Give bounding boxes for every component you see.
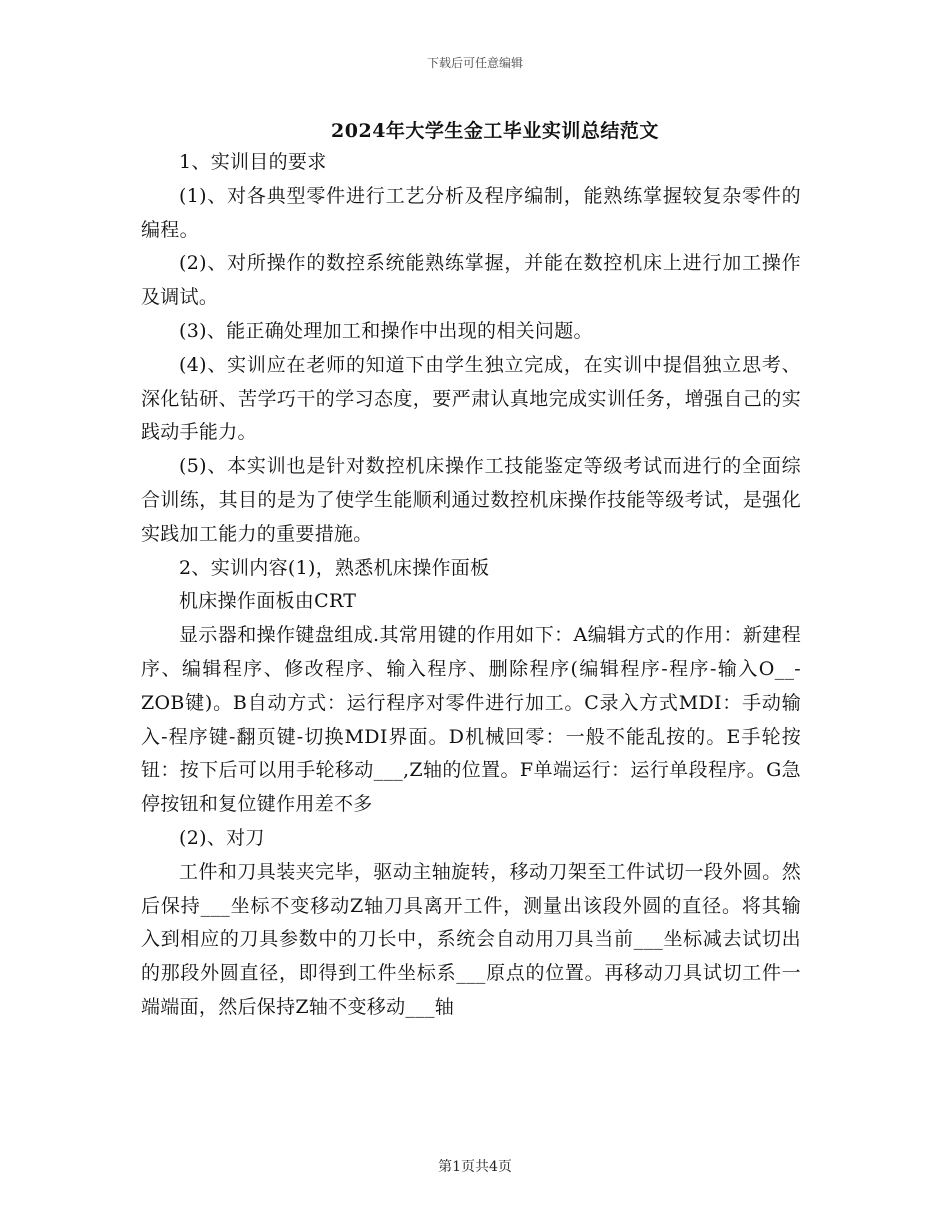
page-footer-indicator: 第1页共4页 xyxy=(438,1159,512,1175)
paragraph: 工件和刀具装夹完毕，驱动主轴旋转，移动刀架至工件试切一段外圆。然后保持___坐标不变移动Z轴刀具离开工件，测量出该段外圆的直径。将其输入到相应的刀具参数中的刀长中，系统会自动用刀具当前___坐标减去试切出的那段外圆直径，即得到工件坐标系___原点的位置。再移动刀具试切工件一端端面，然后保持Z轴不变移动___轴 xyxy=(141,860,801,1018)
paragraph: (1)、对各典型零件进行工艺分析及程序编制，能熟练掌握较复杂零件的编程。 xyxy=(141,184,801,241)
section-heading-purpose: 1、实训目的要求 xyxy=(179,151,327,173)
paragraph: (5)、本实训也是针对数控机床操作工技能鉴定等级考试而进行的全面综合训练，其目的是为了使学生能顺利通过数控机床操作技能等级考试，是强化实践加工能力的重要措施。 xyxy=(141,455,801,545)
page-header-note: 下载后可任意编辑 xyxy=(426,56,523,70)
document-title: 2024年大学生金工毕业实训总结范文 xyxy=(331,120,659,142)
paragraph: (2)、对所操作的数控系统能熟练掌握，并能在数控机床上进行加工操作及调试。 xyxy=(141,252,801,309)
paragraph: (4)、实训应在老师的知道下由学生独立完成，在实训中提倡独立思考、深化钻研、苦学巧干的学习态度，要严肃认真地完成实训任务，增强自己的实践动手能力。 xyxy=(141,353,801,444)
document-body xyxy=(141,146,801,1025)
section-heading-content: 2、实训内容(1)，熟悉机床操作面板 xyxy=(179,556,490,579)
subsection-heading-tool-setting: (2)、对刀 xyxy=(179,826,265,849)
paragraph: 显示器和操作键盘组成.其常用键的作用如下：A编辑方式的作用：新建程序、编辑程序、修改程序、输入程序、删除程序(编辑程序-程序-输入O__-ZOB键)。B自动方式：运行程序对零件进行加工。C录入方式MDI：手动输入-程序键-翻页键-切换MDI界面。D机械回零：一般不能乱按的。E手轮按钮：按下后可以用手轮移动___,Z轴的位置。F单端运行：运行单段程序。G急停按钮和复位键作用差不多 xyxy=(141,624,801,816)
paragraph: 机床操作面板由CRT xyxy=(179,590,357,613)
paragraph: (3)、能正确处理加工和操作中出现的相关问题。 xyxy=(179,319,593,342)
